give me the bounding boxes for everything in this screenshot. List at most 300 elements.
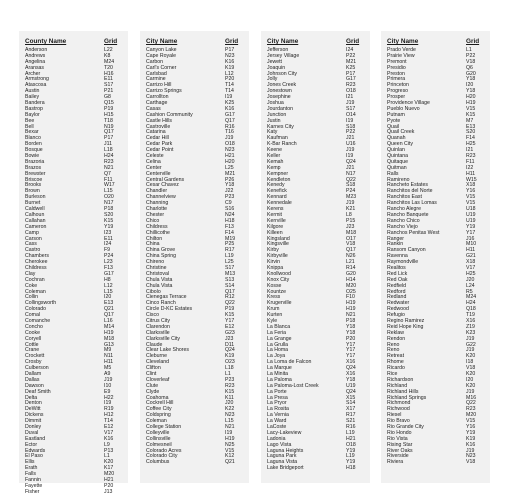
- grid-reference: J13: [104, 488, 113, 495]
- place-name: Chula Vista: [146, 282, 173, 289]
- grid-reference: H21: [104, 477, 114, 484]
- place-name: Citrus City: [146, 317, 170, 324]
- place-name: Clarendon: [146, 323, 170, 330]
- place-name: La Ward: [267, 418, 287, 425]
- grid-reference: I19: [104, 400, 112, 407]
- grid-reference: K20: [104, 459, 114, 466]
- grid-reference: Q17: [225, 117, 235, 124]
- grid-reference: Y18: [346, 323, 356, 330]
- place-name: Redfield: [387, 282, 407, 289]
- place-name: La Feria: [267, 329, 287, 336]
- grid-reference: Y16: [466, 188, 476, 195]
- grid-reference: V15: [225, 447, 235, 454]
- grid-reference: N23: [225, 52, 235, 59]
- grid-reference: O20: [104, 194, 114, 201]
- place-name: Richwood: [387, 406, 410, 413]
- grid-reference: L19: [225, 253, 234, 260]
- grid-reference: O14: [346, 111, 356, 118]
- place-name: Childress: [25, 264, 47, 271]
- grid-reference: P18: [104, 206, 114, 213]
- grid-reference: L23: [104, 259, 113, 266]
- grid-reference: T14: [225, 82, 234, 89]
- grid-reference: R5: [466, 288, 473, 295]
- place-name: Jones Creek: [267, 82, 297, 89]
- place-name: Crockett: [25, 353, 45, 360]
- place-name: Carl's Corner: [146, 64, 177, 71]
- grid-reference: K22: [225, 406, 235, 413]
- grid-reference: L25: [225, 164, 234, 171]
- place-name: Callahan: [25, 217, 46, 224]
- place-name: Rising Star: [387, 441, 413, 448]
- grid-reference: Q17: [346, 247, 356, 254]
- place-name: Junction: [267, 111, 287, 118]
- grid-reference: N21: [225, 424, 235, 430]
- city-index-column-1: [140, 31, 249, 483]
- place-name: Redwater: [387, 300, 410, 307]
- grid-reference: U19: [346, 382, 356, 389]
- grid-reference: F14: [466, 135, 475, 142]
- place-name: Coahoma: [146, 394, 169, 401]
- place-name: Ranchitos del Norte: [387, 188, 433, 195]
- place-name: Queen City: [387, 141, 413, 148]
- grid-reference: L25: [225, 259, 234, 266]
- place-name: Kingsville: [267, 241, 289, 248]
- grid-reference: S18: [346, 123, 356, 130]
- grid-reference: M20: [346, 282, 357, 289]
- place-name: Cape Royale: [146, 52, 176, 59]
- grid-reference: Q24: [346, 365, 356, 372]
- header-name: City Name: [146, 38, 178, 45]
- grid-reference: P21: [104, 88, 114, 95]
- grid-reference: P20: [104, 482, 114, 489]
- grid-reference: M20: [466, 412, 477, 419]
- place-name: La Joya: [267, 353, 286, 360]
- place-name: Channelview: [146, 194, 176, 201]
- grid-reference: J23: [346, 223, 355, 230]
- place-name: Comanche: [25, 317, 51, 324]
- place-name: Canyon Lake: [146, 47, 177, 53]
- grid-reference: Q22: [225, 300, 235, 307]
- place-name: Josephine: [267, 94, 291, 101]
- header-grid: Grid: [104, 38, 118, 45]
- place-name: Primera: [387, 76, 406, 83]
- header-name: City Name: [267, 38, 299, 45]
- place-name: Central Gardens: [146, 176, 185, 183]
- place-name: Colorado: [25, 306, 47, 313]
- grid-reference: X16: [346, 370, 356, 377]
- place-name: Rancho Viejo: [387, 223, 418, 230]
- place-name: Rio Vista: [387, 435, 408, 442]
- place-name: Bosque: [25, 147, 43, 154]
- place-name: Fisher: [25, 488, 40, 495]
- grid-reference: U19: [466, 211, 476, 218]
- place-name: La Loma de Falcon: [267, 359, 312, 366]
- grid-reference: W17: [104, 182, 115, 189]
- grid-reference: N17: [104, 200, 114, 207]
- grid-reference: L24: [466, 282, 475, 289]
- grid-reference: K25: [346, 64, 356, 71]
- place-name: Clear Lake Shores: [146, 347, 189, 354]
- header-name: County Name: [25, 38, 67, 45]
- place-name: Comal: [25, 312, 40, 319]
- grid-reference: P20: [225, 76, 235, 83]
- place-name: Ravenna: [387, 253, 408, 260]
- grid-reference: R17: [346, 412, 356, 419]
- place-name: Clint: [146, 370, 157, 377]
- place-name: Brooks: [25, 182, 42, 189]
- place-name: Ransom Canyon: [387, 247, 426, 254]
- grid-reference: M19: [225, 235, 236, 242]
- place-name: La Homa: [267, 347, 289, 354]
- grid-reference: Y17: [346, 353, 356, 360]
- grid-reference: Q21: [104, 306, 114, 313]
- place-name: Rio Grande City: [387, 424, 424, 430]
- grid-reference: M18: [104, 335, 115, 342]
- place-name: Falls: [25, 471, 36, 478]
- grid-reference: N24: [225, 211, 235, 218]
- grid-reference: X18: [466, 182, 476, 189]
- grid-reference: Y19: [346, 459, 356, 466]
- place-name: Knollwood: [267, 270, 291, 277]
- place-name: Coleman: [146, 418, 167, 425]
- place-name: Riviera: [387, 459, 404, 466]
- place-name: Jolly: [267, 76, 278, 83]
- grid-reference: E12: [104, 424, 114, 430]
- place-name: Rio Hondo: [387, 429, 412, 436]
- place-name: College Station: [146, 424, 182, 430]
- place-name: Collinsville: [146, 435, 171, 442]
- place-name: Rancheto Estates: [387, 182, 428, 189]
- place-name: Clute: [146, 382, 159, 389]
- grid-reference: O17: [346, 235, 356, 242]
- place-name: Catarina: [146, 129, 166, 136]
- grid-reference: H11: [104, 359, 114, 366]
- place-name: Kendleton: [267, 176, 291, 183]
- place-name: Andrews: [25, 52, 46, 59]
- grid-reference: H11: [466, 170, 476, 177]
- grid-reference: V17: [104, 429, 114, 436]
- grid-reference: R16: [346, 424, 356, 430]
- place-name: Prosper: [387, 94, 406, 101]
- grid-reference: A9: [104, 370, 111, 377]
- grid-reference: U16: [346, 141, 356, 148]
- grid-reference: M14: [104, 323, 115, 330]
- grid-reference: V18: [466, 365, 476, 372]
- grid-reference: F11: [104, 176, 113, 183]
- place-name: Rankin: [387, 241, 404, 248]
- place-name: Lake Bridgeport: [267, 465, 304, 472]
- grid-reference: P22: [346, 52, 356, 59]
- grid-reference: G17: [346, 76, 356, 83]
- place-name: Kress: [267, 294, 281, 301]
- place-name: Kirby: [267, 247, 279, 254]
- grid-reference: F14: [225, 229, 234, 236]
- place-name: Keller: [267, 153, 281, 160]
- place-name: Dawson: [25, 382, 44, 389]
- grid-reference: Q24: [346, 388, 356, 395]
- place-name: Kennedale: [267, 200, 292, 207]
- grid-reference: S18: [346, 182, 356, 189]
- grid-reference: N23: [466, 453, 476, 460]
- place-name: Centerville: [146, 170, 171, 177]
- place-name: Joshua: [267, 100, 284, 107]
- grid-reference: L22: [104, 47, 113, 53]
- place-name: Cedar Point: [146, 147, 174, 154]
- place-name: La Marque: [267, 365, 292, 372]
- place-name: Delta: [25, 394, 38, 401]
- place-name: Concho: [25, 323, 43, 330]
- grid-reference: S13: [225, 276, 235, 283]
- grid-reference: S16: [225, 206, 235, 213]
- place-name: Aransas: [25, 64, 45, 71]
- grid-reference: H18: [346, 465, 356, 472]
- grid-reference: Q24: [225, 347, 235, 354]
- grid-reference: V18: [466, 58, 476, 65]
- place-name: Castle Hills: [146, 117, 172, 124]
- grid-reference: X18: [466, 259, 476, 266]
- grid-reference: D11: [225, 341, 235, 348]
- place-name: Brown: [25, 188, 40, 195]
- grid-reference: Y19: [346, 447, 356, 454]
- place-name: Carrizo Hill: [146, 82, 172, 89]
- place-name: Castroville: [146, 123, 171, 130]
- place-name: K-Bar Ranch: [267, 141, 297, 148]
- place-name: La Presa: [267, 394, 288, 401]
- place-name: Carmine: [146, 76, 166, 83]
- place-name: Jefferson: [267, 47, 289, 53]
- place-name: Progreso: [387, 88, 409, 95]
- place-name: Rhome: [387, 359, 404, 366]
- place-name: Colleyville: [146, 429, 170, 436]
- grid-reference: H22: [104, 394, 114, 401]
- grid-reference: N17: [346, 170, 356, 177]
- grid-reference: Q17: [104, 312, 114, 319]
- place-name: Kaufman: [267, 135, 288, 142]
- grid-reference: J19: [225, 135, 234, 142]
- grid-reference: R23: [104, 158, 114, 165]
- grid-reference: Z19: [466, 323, 475, 330]
- place-name: Dickens: [25, 412, 44, 419]
- place-name: Brazoria: [25, 158, 45, 165]
- place-name: Casas: [146, 105, 161, 112]
- place-name: Dimmit: [25, 418, 42, 425]
- place-name: Raymondville: [387, 259, 419, 266]
- grid-reference: J16: [466, 235, 475, 242]
- grid-reference: H24: [104, 153, 114, 160]
- place-name: Kemp: [267, 164, 281, 171]
- grid-reference: T14: [104, 418, 113, 425]
- place-name: Jonestown: [267, 88, 292, 95]
- grid-reference: I24: [104, 241, 112, 248]
- grid-reference: P17: [346, 70, 356, 77]
- place-name: Clifton: [146, 365, 161, 372]
- place-name: Bailey: [25, 94, 40, 101]
- place-name: La Grulla: [267, 341, 289, 348]
- grid-reference: M18: [346, 229, 357, 236]
- place-name: Kosse: [267, 282, 282, 289]
- grid-reference: N23: [225, 147, 235, 154]
- place-name: DeWitt: [25, 406, 41, 413]
- grid-reference: L18: [225, 365, 234, 372]
- place-name: Laguna Vista: [267, 459, 298, 466]
- grid-reference: M10: [466, 241, 477, 248]
- header-name: City Name: [387, 38, 419, 45]
- grid-reference: M24: [104, 58, 115, 65]
- grid-reference: I10: [104, 382, 112, 389]
- place-name: Pueblo Nuevo: [387, 105, 420, 112]
- place-name: Charlotte: [146, 206, 168, 213]
- place-name: Ranchitos East: [387, 194, 422, 201]
- grid-reference: K15: [225, 312, 235, 319]
- grid-reference: M20: [104, 471, 115, 478]
- place-name: Quitman: [387, 164, 407, 171]
- place-name: Coldspring: [146, 412, 171, 419]
- grid-reference: O23: [225, 359, 235, 366]
- place-name: Lacy-Lakeview: [267, 429, 302, 436]
- place-name: Burnet: [25, 200, 41, 207]
- grid-reference: I21: [466, 147, 474, 154]
- header-grid: Grid: [346, 38, 360, 45]
- place-name: Crosby: [25, 359, 42, 366]
- grid-reference: V18: [466, 459, 476, 466]
- place-name: Kirvin: [267, 259, 280, 266]
- place-name: Bell: [25, 123, 34, 130]
- place-name: Carbon: [146, 58, 164, 65]
- grid-reference: Y17: [346, 341, 356, 348]
- grid-reference: L8: [346, 211, 352, 218]
- place-name: Dallas: [25, 376, 40, 383]
- place-name: Reno: [387, 347, 400, 354]
- grid-reference: S17: [225, 264, 235, 271]
- place-name: Dallam: [25, 370, 42, 377]
- grid-reference: T18: [104, 117, 113, 124]
- grid-reference: Y17: [225, 317, 235, 324]
- grid-reference: H21: [225, 153, 235, 160]
- grid-reference: R19: [104, 406, 114, 413]
- grid-reference: N21: [104, 164, 114, 171]
- city-list: [381, 48, 490, 466]
- grid-reference: J19: [346, 200, 355, 207]
- grid-reference: R16: [225, 123, 235, 130]
- place-name: Ranger: [387, 235, 405, 242]
- place-name: Carrollton: [146, 94, 169, 101]
- place-name: Bee: [25, 117, 35, 124]
- place-name: Providence Village: [387, 100, 430, 107]
- place-name: Cameron: [25, 223, 47, 230]
- place-name: Richmond: [387, 400, 411, 407]
- place-name: Ladonia: [267, 435, 286, 442]
- grid-reference: L12: [225, 70, 234, 77]
- place-name: Rendon: [387, 335, 406, 342]
- column-header: [381, 36, 490, 47]
- grid-reference: J19: [466, 347, 475, 354]
- grid-reference: H19: [466, 100, 476, 107]
- place-name: Armstrong: [25, 76, 49, 83]
- place-name: Chillicothe: [146, 229, 170, 236]
- city-index-column-3: [381, 31, 490, 483]
- place-name: La Blanca: [267, 323, 291, 330]
- place-name: Collingsworth: [25, 300, 57, 307]
- grid-reference: L19: [346, 453, 355, 460]
- grid-reference: M24: [466, 294, 477, 301]
- grid-reference: R23: [466, 153, 476, 160]
- grid-reference: Y18: [225, 182, 235, 189]
- place-name: Rancho Banquete: [387, 211, 429, 218]
- place-name: Archer: [25, 70, 41, 77]
- grid-reference: G13: [104, 341, 114, 348]
- place-name: Ramireno: [387, 176, 410, 183]
- grid-reference: P23: [225, 376, 235, 383]
- grid-reference: P24: [346, 188, 356, 195]
- grid-reference: V15: [466, 105, 476, 112]
- grid-reference: I21: [346, 94, 354, 101]
- place-name: Princeton: [387, 82, 409, 89]
- place-name: Anderson: [25, 47, 48, 53]
- grid-reference: E13: [104, 300, 114, 307]
- grid-reference: M5: [104, 365, 112, 372]
- grid-reference: Q18: [466, 306, 476, 313]
- place-name: Lago Vista: [267, 441, 292, 448]
- grid-reference: U19: [466, 217, 476, 224]
- grid-reference: F13: [104, 264, 113, 271]
- place-name: El Paso: [25, 453, 43, 460]
- place-name: Channing: [146, 200, 169, 207]
- grid-reference: W15: [466, 176, 477, 183]
- grid-reference: P17: [225, 47, 235, 53]
- place-name: La Porte: [267, 388, 287, 395]
- grid-reference: K12: [225, 453, 235, 460]
- grid-reference: O18: [346, 88, 356, 95]
- place-name: Richland Springs: [387, 394, 427, 401]
- grid-reference: K20: [466, 353, 476, 360]
- grid-reference: Y18: [466, 88, 476, 95]
- grid-reference: H20: [466, 94, 476, 101]
- place-name: Ricardo: [387, 365, 405, 372]
- place-name: Realitos: [387, 264, 406, 271]
- grid-reference: K17: [104, 465, 114, 472]
- place-name: Chilton: [146, 235, 163, 242]
- place-name: Coke: [25, 282, 38, 289]
- place-name: Presidio: [387, 64, 406, 71]
- place-name: Celina: [146, 158, 161, 165]
- place-name: Laguna Park: [267, 453, 297, 460]
- grid-reference: F9: [104, 247, 111, 254]
- place-name: La Paloma: [267, 376, 292, 383]
- place-name: La Vernia: [267, 412, 289, 419]
- grid-reference: K20: [466, 382, 476, 389]
- grid-reference: G20: [346, 270, 356, 277]
- grid-reference: P18: [346, 317, 356, 324]
- grid-reference: G22: [466, 341, 476, 348]
- grid-reference: P22: [346, 129, 356, 136]
- grid-reference: I19: [346, 117, 354, 124]
- grid-reference: O18: [225, 141, 235, 148]
- grid-reference: Q21: [225, 459, 235, 466]
- grid-reference: H25: [466, 270, 476, 277]
- grid-reference: F13: [225, 223, 234, 230]
- grid-reference: L19: [346, 429, 355, 436]
- grid-reference: I23: [104, 229, 112, 236]
- place-name: Cochran: [25, 276, 45, 283]
- grid-reference: L15: [225, 418, 234, 425]
- grid-reference: K19: [225, 353, 235, 360]
- place-name: Angelina: [25, 58, 46, 65]
- grid-reference: S17: [104, 82, 114, 89]
- place-name: Ellis: [25, 459, 35, 466]
- place-name: Clarksville: [146, 329, 170, 336]
- place-name: Cottle: [25, 341, 39, 348]
- place-name: Rancho Alegre: [387, 206, 422, 213]
